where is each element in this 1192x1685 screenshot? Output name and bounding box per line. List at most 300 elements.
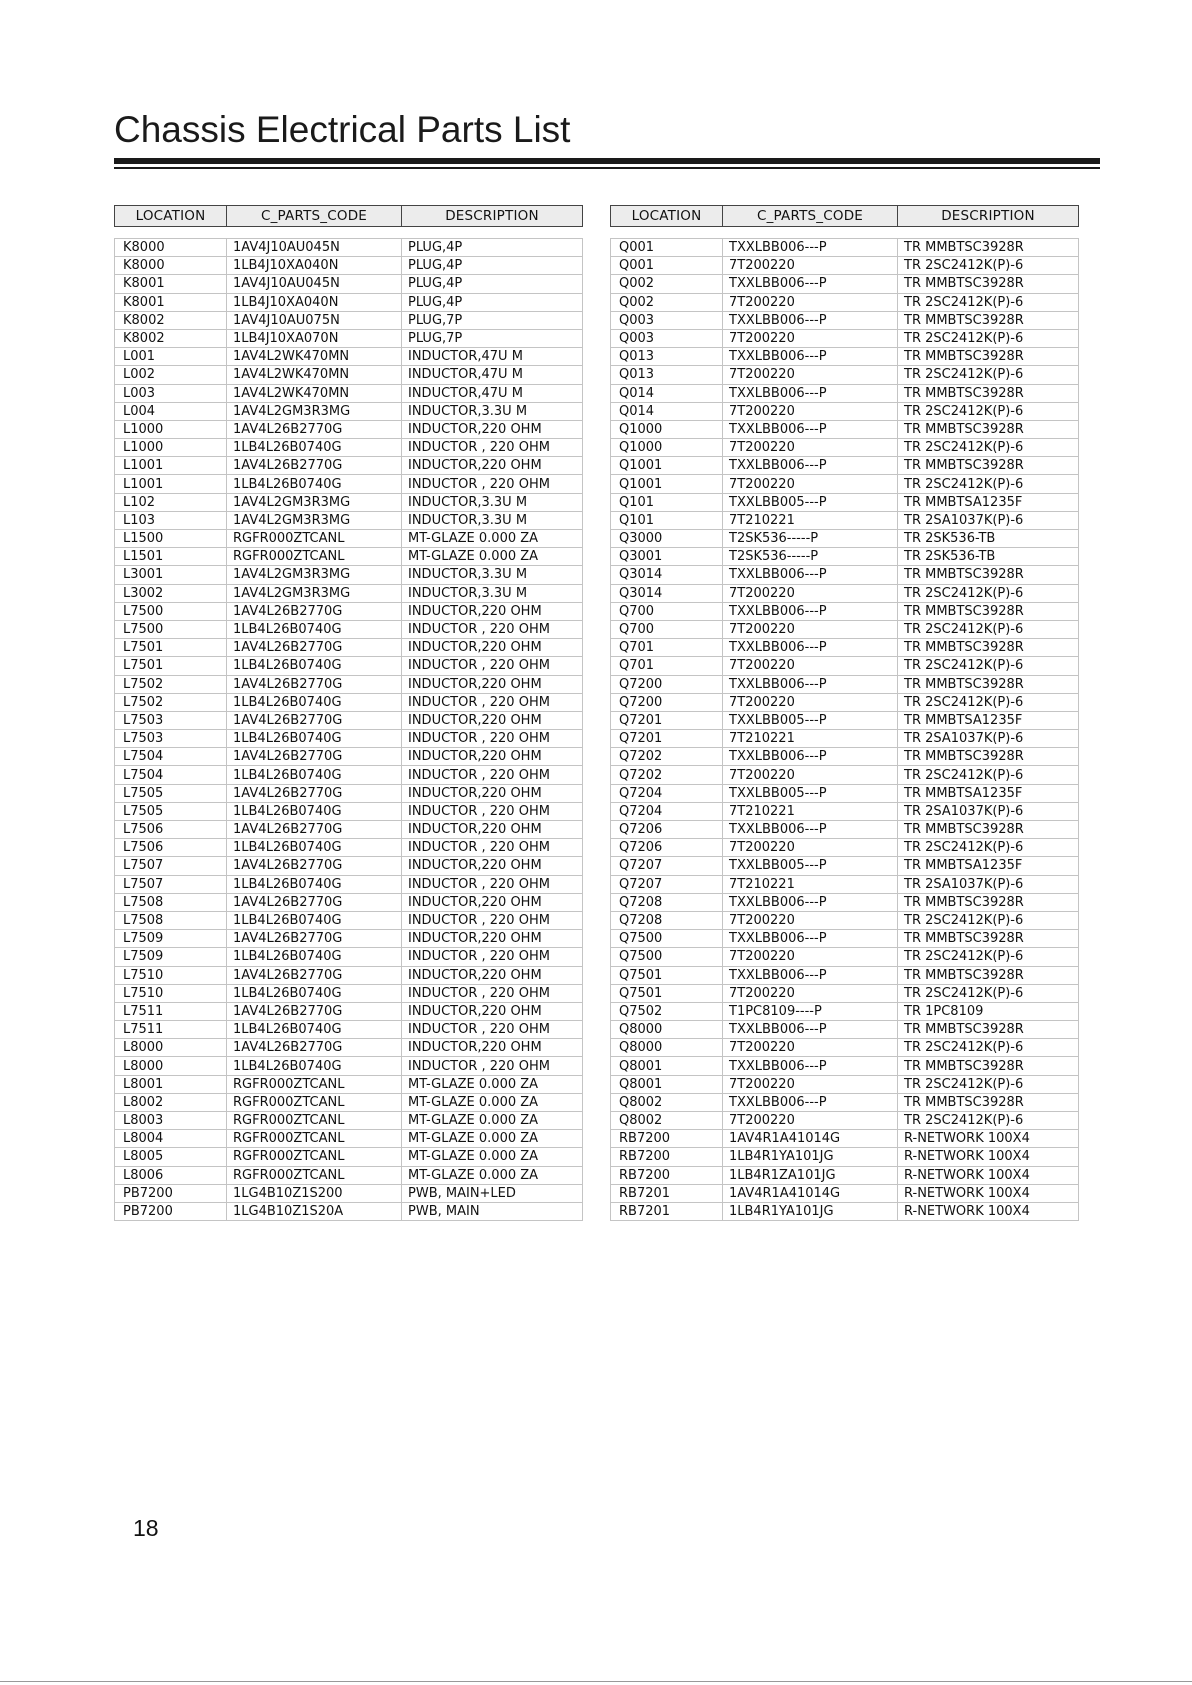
parts-table-left: [114, 205, 583, 1221]
cell-parts-code: 1AV4L2WK470MN: [227, 348, 402, 366]
cell-description: TR MMBTSC3928R: [898, 966, 1079, 984]
table-row: [611, 930, 1079, 948]
table-row: [611, 420, 1079, 438]
table-row: [115, 439, 583, 457]
cell-description: TR MMBTSC3928R: [898, 639, 1079, 657]
cell-location: L7500: [115, 620, 227, 638]
cell-location: Q3014: [611, 584, 723, 602]
table-row: [611, 1112, 1079, 1130]
cell-location: Q003: [611, 329, 723, 347]
cell-description: MT-GLAZE 0.000 ZA: [402, 530, 583, 548]
table-row: [115, 1166, 583, 1184]
cell-location: Q7206: [611, 839, 723, 857]
cell-description: TR MMBTSC3928R: [898, 311, 1079, 329]
cell-location: L7500: [115, 602, 227, 620]
cell-description: PLUG,4P: [402, 257, 583, 275]
cell-description: TR MMBTSC3928R: [898, 930, 1079, 948]
cell-description: INDUCTOR,3.3U M: [402, 566, 583, 584]
cell-description: TR 2SC2412K(P)-6: [898, 693, 1079, 711]
cell-location: Q8001: [611, 1075, 723, 1093]
cell-parts-code: RGFR000ZTCANL: [227, 1075, 402, 1093]
cell-location: L7503: [115, 730, 227, 748]
cell-parts-code: 1AV4L26B2770G: [227, 966, 402, 984]
cell-location: L001: [115, 348, 227, 366]
table-row: [611, 1057, 1079, 1075]
cell-location: Q002: [611, 275, 723, 293]
table-row: [611, 1039, 1079, 1057]
cell-location: Q1001: [611, 475, 723, 493]
table-row: [611, 530, 1079, 548]
table-row: [115, 329, 583, 347]
cell-description: INDUCTOR , 220 OHM: [402, 730, 583, 748]
cell-location: L7504: [115, 748, 227, 766]
cell-description: TR MMBTSC3928R: [898, 275, 1079, 293]
cell-parts-code: 7T210221: [723, 802, 898, 820]
cell-parts-code: 1AV4L2WK470MN: [227, 384, 402, 402]
cell-description: TR MMBTSC3928R: [898, 348, 1079, 366]
cell-location: L8002: [115, 1093, 227, 1111]
table-row: [611, 893, 1079, 911]
table-row: [115, 566, 583, 584]
table-row: [611, 711, 1079, 729]
table-row: [611, 966, 1079, 984]
cell-description: INDUCTOR,3.3U M: [402, 584, 583, 602]
cell-description: TR 2SA1037K(P)-6: [898, 730, 1079, 748]
table-row: [115, 493, 583, 511]
table-row: [115, 239, 583, 257]
cell-description: TR 2SC2412K(P)-6: [898, 1075, 1079, 1093]
cell-parts-code: TXXLBB005---P: [723, 857, 898, 875]
cell-description: MT-GLAZE 0.000 ZA: [402, 1075, 583, 1093]
table-row: [611, 257, 1079, 275]
table-row: [611, 948, 1079, 966]
cell-description: PWB, MAIN: [402, 1202, 583, 1220]
header-description: DESCRIPTION: [402, 206, 583, 227]
cell-parts-code: TXXLBB006---P: [723, 966, 898, 984]
table-row: [115, 675, 583, 693]
cell-description: TR 2SA1037K(P)-6: [898, 875, 1079, 893]
cell-location: RB7201: [611, 1184, 723, 1202]
cell-parts-code: 1AV4R1A41014G: [723, 1184, 898, 1202]
cell-location: L8000: [115, 1057, 227, 1075]
cell-location: L8001: [115, 1075, 227, 1093]
cell-description: MT-GLAZE 0.000 ZA: [402, 1148, 583, 1166]
cell-parts-code: RGFR000ZTCANL: [227, 1093, 402, 1111]
cell-parts-code: T2SK536-----P: [723, 530, 898, 548]
cell-parts-code: 1AV4J10AU045N: [227, 275, 402, 293]
cell-description: TR 1PC8109: [898, 1002, 1079, 1020]
cell-description: INDUCTOR,220 OHM: [402, 602, 583, 620]
table-row: [611, 584, 1079, 602]
cell-location: PB7200: [115, 1202, 227, 1220]
cell-location: Q7204: [611, 784, 723, 802]
table-row: [115, 857, 583, 875]
table-row: [611, 639, 1079, 657]
table-row: [115, 948, 583, 966]
cell-description: INDUCTOR,47U M: [402, 348, 583, 366]
cell-location: Q701: [611, 657, 723, 675]
cell-parts-code: 1AV4L26B2770G: [227, 821, 402, 839]
cell-location: L3001: [115, 566, 227, 584]
cell-description: TR 2SC2412K(P)-6: [898, 329, 1079, 347]
table-row: [611, 784, 1079, 802]
cell-parts-code: 1LB4R1YA101JG: [723, 1202, 898, 1220]
cell-parts-code: T1PC8109----P: [723, 1002, 898, 1020]
cell-description: INDUCTOR , 220 OHM: [402, 911, 583, 929]
table-row: [611, 911, 1079, 929]
table-row: [611, 839, 1079, 857]
cell-location: L103: [115, 511, 227, 529]
cell-description: TR MMBTSC3928R: [898, 1021, 1079, 1039]
cell-parts-code: 1AV4L26B2770G: [227, 639, 402, 657]
cell-description: INDUCTOR,220 OHM: [402, 821, 583, 839]
cell-location: L7511: [115, 1002, 227, 1020]
table-row: [611, 1075, 1079, 1093]
table-row: [611, 657, 1079, 675]
cell-parts-code: TXXLBB006---P: [723, 1021, 898, 1039]
cell-parts-code: TXXLBB006---P: [723, 821, 898, 839]
cell-description: INDUCTOR , 220 OHM: [402, 693, 583, 711]
table-row: [611, 802, 1079, 820]
cell-description: TR 2SC2412K(P)-6: [898, 293, 1079, 311]
cell-location: Q7207: [611, 857, 723, 875]
table-row: [611, 875, 1079, 893]
cell-location: L002: [115, 366, 227, 384]
table-row: [611, 475, 1079, 493]
cell-description: TR 2SC2412K(P)-6: [898, 948, 1079, 966]
cell-location: Q7502: [611, 1002, 723, 1020]
table-row: [115, 257, 583, 275]
cell-parts-code: 1LB4L26B0740G: [227, 730, 402, 748]
cell-location: RB7200: [611, 1148, 723, 1166]
cell-parts-code: 1LB4L26B0740G: [227, 439, 402, 457]
cell-location: Q013: [611, 366, 723, 384]
cell-parts-code: 7T200220: [723, 439, 898, 457]
cell-location: L7510: [115, 966, 227, 984]
cell-location: Q001: [611, 257, 723, 275]
cell-parts-code: TXXLBB006---P: [723, 1093, 898, 1111]
table-row: [115, 1075, 583, 1093]
table-header-row: [611, 206, 1079, 227]
cell-description: INDUCTOR,220 OHM: [402, 893, 583, 911]
cell-description: TR MMBTSA1235F: [898, 711, 1079, 729]
cell-parts-code: RGFR000ZTCANL: [227, 548, 402, 566]
cell-parts-code: 1AV4J10AU045N: [227, 239, 402, 257]
cell-description: INDUCTOR,220 OHM: [402, 639, 583, 657]
cell-description: TR MMBTSC3928R: [898, 602, 1079, 620]
cell-parts-code: TXXLBB006---P: [723, 748, 898, 766]
cell-parts-code: TXXLBB006---P: [723, 384, 898, 402]
header-spacer: [115, 227, 583, 239]
cell-location: L7507: [115, 857, 227, 875]
cell-description: INDUCTOR,220 OHM: [402, 457, 583, 475]
cell-parts-code: TXXLBB005---P: [723, 784, 898, 802]
cell-description: INDUCTOR,220 OHM: [402, 1039, 583, 1057]
table-row: [611, 821, 1079, 839]
table-row: [611, 366, 1079, 384]
cell-description: TR MMBTSA1235F: [898, 784, 1079, 802]
cell-parts-code: 1AV4L26B2770G: [227, 711, 402, 729]
title-rule-thick: [114, 158, 1100, 164]
cell-description: MT-GLAZE 0.000 ZA: [402, 1166, 583, 1184]
table-row: [115, 711, 583, 729]
cell-description: TR 2SC2412K(P)-6: [898, 620, 1079, 638]
cell-description: TR 2SC2412K(P)-6: [898, 657, 1079, 675]
cell-description: INDUCTOR , 220 OHM: [402, 839, 583, 857]
cell-location: Q3014: [611, 566, 723, 584]
cell-parts-code: 1AV4J10AU075N: [227, 311, 402, 329]
cell-parts-code: RGFR000ZTCANL: [227, 1166, 402, 1184]
cell-parts-code: T2SK536-----P: [723, 548, 898, 566]
cell-location: L1000: [115, 439, 227, 457]
cell-description: INDUCTOR,3.3U M: [402, 402, 583, 420]
cell-description: TR 2SA1037K(P)-6: [898, 802, 1079, 820]
cell-location: K8002: [115, 311, 227, 329]
table-row: [115, 1130, 583, 1148]
cell-description: TR MMBTSC3928R: [898, 821, 1079, 839]
cell-location: L7508: [115, 893, 227, 911]
table-row: [611, 1202, 1079, 1220]
cell-description: INDUCTOR,220 OHM: [402, 420, 583, 438]
table-row: [115, 875, 583, 893]
cell-parts-code: 7T210221: [723, 875, 898, 893]
table-row: [611, 857, 1079, 875]
cell-location: Q700: [611, 620, 723, 638]
cell-parts-code: 1LB4J10XA040N: [227, 257, 402, 275]
cell-parts-code: 1LB4J10XA040N: [227, 293, 402, 311]
cell-location: L7501: [115, 639, 227, 657]
cell-description: TR 2SC2412K(P)-6: [898, 584, 1079, 602]
cell-parts-code: RGFR000ZTCANL: [227, 530, 402, 548]
cell-parts-code: 1LB4R1YA101JG: [723, 1148, 898, 1166]
table-row: [115, 1093, 583, 1111]
cell-description: INDUCTOR,47U M: [402, 366, 583, 384]
table-row: [611, 293, 1079, 311]
cell-description: PLUG,7P: [402, 329, 583, 347]
cell-parts-code: 1AV4L26B2770G: [227, 1039, 402, 1057]
table-row: [611, 348, 1079, 366]
cell-location: Q014: [611, 402, 723, 420]
cell-location: Q3000: [611, 530, 723, 548]
table-row: [115, 311, 583, 329]
cell-parts-code: TXXLBB006---P: [723, 457, 898, 475]
table-row: [115, 366, 583, 384]
table-row: [115, 1202, 583, 1220]
cell-parts-code: 1LB4L26B0740G: [227, 802, 402, 820]
cell-location: K8000: [115, 257, 227, 275]
cell-location: L7511: [115, 1021, 227, 1039]
cell-location: Q700: [611, 602, 723, 620]
header-location: LOCATION: [115, 206, 227, 227]
cell-location: L7503: [115, 711, 227, 729]
table-row: [611, 1021, 1079, 1039]
cell-parts-code: 1LB4L26B0740G: [227, 657, 402, 675]
table-row: [115, 657, 583, 675]
cell-parts-code: 1AV4L26B2770G: [227, 1002, 402, 1020]
cell-parts-code: 7T210221: [723, 511, 898, 529]
cell-parts-code: 1AV4L26B2770G: [227, 420, 402, 438]
cell-location: Q7208: [611, 911, 723, 929]
cell-description: INDUCTOR , 220 OHM: [402, 620, 583, 638]
cell-location: L7510: [115, 984, 227, 1002]
cell-description: TR MMBTSC3928R: [898, 748, 1079, 766]
cell-description: INDUCTOR , 220 OHM: [402, 984, 583, 1002]
cell-location: Q1001: [611, 457, 723, 475]
table-row: [115, 911, 583, 929]
cell-parts-code: TXXLBB006---P: [723, 1057, 898, 1075]
cell-location: Q101: [611, 511, 723, 529]
table-row: [115, 584, 583, 602]
cell-location: Q7206: [611, 821, 723, 839]
cell-location: Q101: [611, 493, 723, 511]
cell-location: Q8000: [611, 1021, 723, 1039]
cell-location: K8001: [115, 293, 227, 311]
cell-location: Q7200: [611, 675, 723, 693]
cell-parts-code: 1AV4L2GM3R3MG: [227, 402, 402, 420]
cell-description: INDUCTOR,220 OHM: [402, 784, 583, 802]
header-parts-code: C_PARTS_CODE: [227, 206, 402, 227]
cell-description: TR 2SC2412K(P)-6: [898, 766, 1079, 784]
cell-location: L1000: [115, 420, 227, 438]
table-row: [115, 1148, 583, 1166]
table-row: [115, 620, 583, 638]
table-row: [611, 1184, 1079, 1202]
table-row: [611, 1166, 1079, 1184]
cell-location: Q701: [611, 639, 723, 657]
cell-parts-code: TXXLBB006---P: [723, 893, 898, 911]
cell-description: TR 2SC2412K(P)-6: [898, 984, 1079, 1002]
cell-parts-code: TXXLBB006---P: [723, 420, 898, 438]
cell-parts-code: 7T200220: [723, 1112, 898, 1130]
table-row: [611, 693, 1079, 711]
cell-parts-code: 1LB4L26B0740G: [227, 1021, 402, 1039]
cell-description: R-NETWORK 100X4: [898, 1148, 1079, 1166]
table-row: [611, 275, 1079, 293]
title-rule-thin: [114, 167, 1100, 169]
cell-location: L8003: [115, 1112, 227, 1130]
table-row: [611, 1148, 1079, 1166]
table-header-row: [115, 206, 583, 227]
table-row: [611, 1130, 1079, 1148]
cell-location: Q7207: [611, 875, 723, 893]
cell-description: R-NETWORK 100X4: [898, 1166, 1079, 1184]
cell-parts-code: 1AV4L2GM3R3MG: [227, 566, 402, 584]
cell-parts-code: 1AV4L26B2770G: [227, 930, 402, 948]
cell-location: L3002: [115, 584, 227, 602]
cell-location: L1001: [115, 475, 227, 493]
cell-parts-code: 1LB4L26B0740G: [227, 911, 402, 929]
table-row: [611, 457, 1079, 475]
cell-parts-code: TXXLBB006---P: [723, 311, 898, 329]
table-row: [611, 239, 1079, 257]
cell-description: TR MMBTSA1235F: [898, 857, 1079, 875]
cell-description: TR MMBTSC3928R: [898, 420, 1079, 438]
cell-parts-code: 1AV4R1A41014G: [723, 1130, 898, 1148]
table-row: [115, 511, 583, 529]
cell-description: PLUG,4P: [402, 293, 583, 311]
cell-description: INDUCTOR , 220 OHM: [402, 439, 583, 457]
table-row: [115, 402, 583, 420]
cell-location: Q014: [611, 384, 723, 402]
cell-parts-code: 1LB4J10XA070N: [227, 329, 402, 347]
table-row: [115, 766, 583, 784]
cell-parts-code: 1LB4R1ZA101JG: [723, 1166, 898, 1184]
cell-location: Q7202: [611, 748, 723, 766]
cell-location: K8002: [115, 329, 227, 347]
cell-location: Q7208: [611, 893, 723, 911]
cell-description: PLUG,4P: [402, 275, 583, 293]
cell-location: RB7200: [611, 1130, 723, 1148]
cell-description: MT-GLAZE 0.000 ZA: [402, 1112, 583, 1130]
cell-location: L7505: [115, 784, 227, 802]
cell-location: L1001: [115, 457, 227, 475]
table-row: [611, 493, 1079, 511]
cell-location: L7509: [115, 948, 227, 966]
cell-location: L1500: [115, 530, 227, 548]
cell-location: Q7202: [611, 766, 723, 784]
cell-parts-code: 7T200220: [723, 329, 898, 347]
cell-description: INDUCTOR,47U M: [402, 384, 583, 402]
header-location: LOCATION: [611, 206, 723, 227]
table-row: [115, 802, 583, 820]
table-row: [611, 620, 1079, 638]
cell-location: K8000: [115, 239, 227, 257]
cell-parts-code: 7T200220: [723, 257, 898, 275]
cell-description: INDUCTOR , 220 OHM: [402, 475, 583, 493]
table-row: [115, 1002, 583, 1020]
table-row: [611, 402, 1079, 420]
cell-description: INDUCTOR,220 OHM: [402, 857, 583, 875]
page-number: 18: [133, 1515, 159, 1541]
cell-parts-code: 1LB4L26B0740G: [227, 766, 402, 784]
table-row: [115, 748, 583, 766]
cell-location: Q002: [611, 293, 723, 311]
cell-location: L7506: [115, 839, 227, 857]
table-row: [115, 602, 583, 620]
header-parts-code: C_PARTS_CODE: [723, 206, 898, 227]
cell-location: PB7200: [115, 1184, 227, 1202]
cell-description: INDUCTOR,220 OHM: [402, 966, 583, 984]
cell-description: INDUCTOR,3.3U M: [402, 511, 583, 529]
cell-location: L7508: [115, 911, 227, 929]
cell-location: Q7500: [611, 930, 723, 948]
cell-parts-code: 1LB4L26B0740G: [227, 693, 402, 711]
cell-description: TR 2SC2412K(P)-6: [898, 402, 1079, 420]
table-row: [611, 602, 1079, 620]
cell-parts-code: 7T200220: [723, 839, 898, 857]
cell-description: INDUCTOR , 220 OHM: [402, 657, 583, 675]
cell-parts-code: 1AV4L2WK470MN: [227, 366, 402, 384]
cell-parts-code: 1AV4L26B2770G: [227, 748, 402, 766]
table-row: [115, 530, 583, 548]
cell-parts-code: TXXLBB006---P: [723, 275, 898, 293]
cell-location: L004: [115, 402, 227, 420]
table-body-left: [115, 239, 583, 1221]
table-row: [611, 548, 1079, 566]
table-row: [115, 784, 583, 802]
cell-description: R-NETWORK 100X4: [898, 1202, 1079, 1220]
cell-description: INDUCTOR,220 OHM: [402, 675, 583, 693]
cell-description: TR MMBTSC3928R: [898, 893, 1079, 911]
cell-parts-code: 1AV4L26B2770G: [227, 602, 402, 620]
cell-parts-code: 1LB4L26B0740G: [227, 839, 402, 857]
table-row: [611, 984, 1079, 1002]
cell-location: Q3001: [611, 548, 723, 566]
cell-description: INDUCTOR,220 OHM: [402, 711, 583, 729]
table-row: [611, 766, 1079, 784]
table-row: [115, 821, 583, 839]
cell-description: INDUCTOR , 220 OHM: [402, 948, 583, 966]
